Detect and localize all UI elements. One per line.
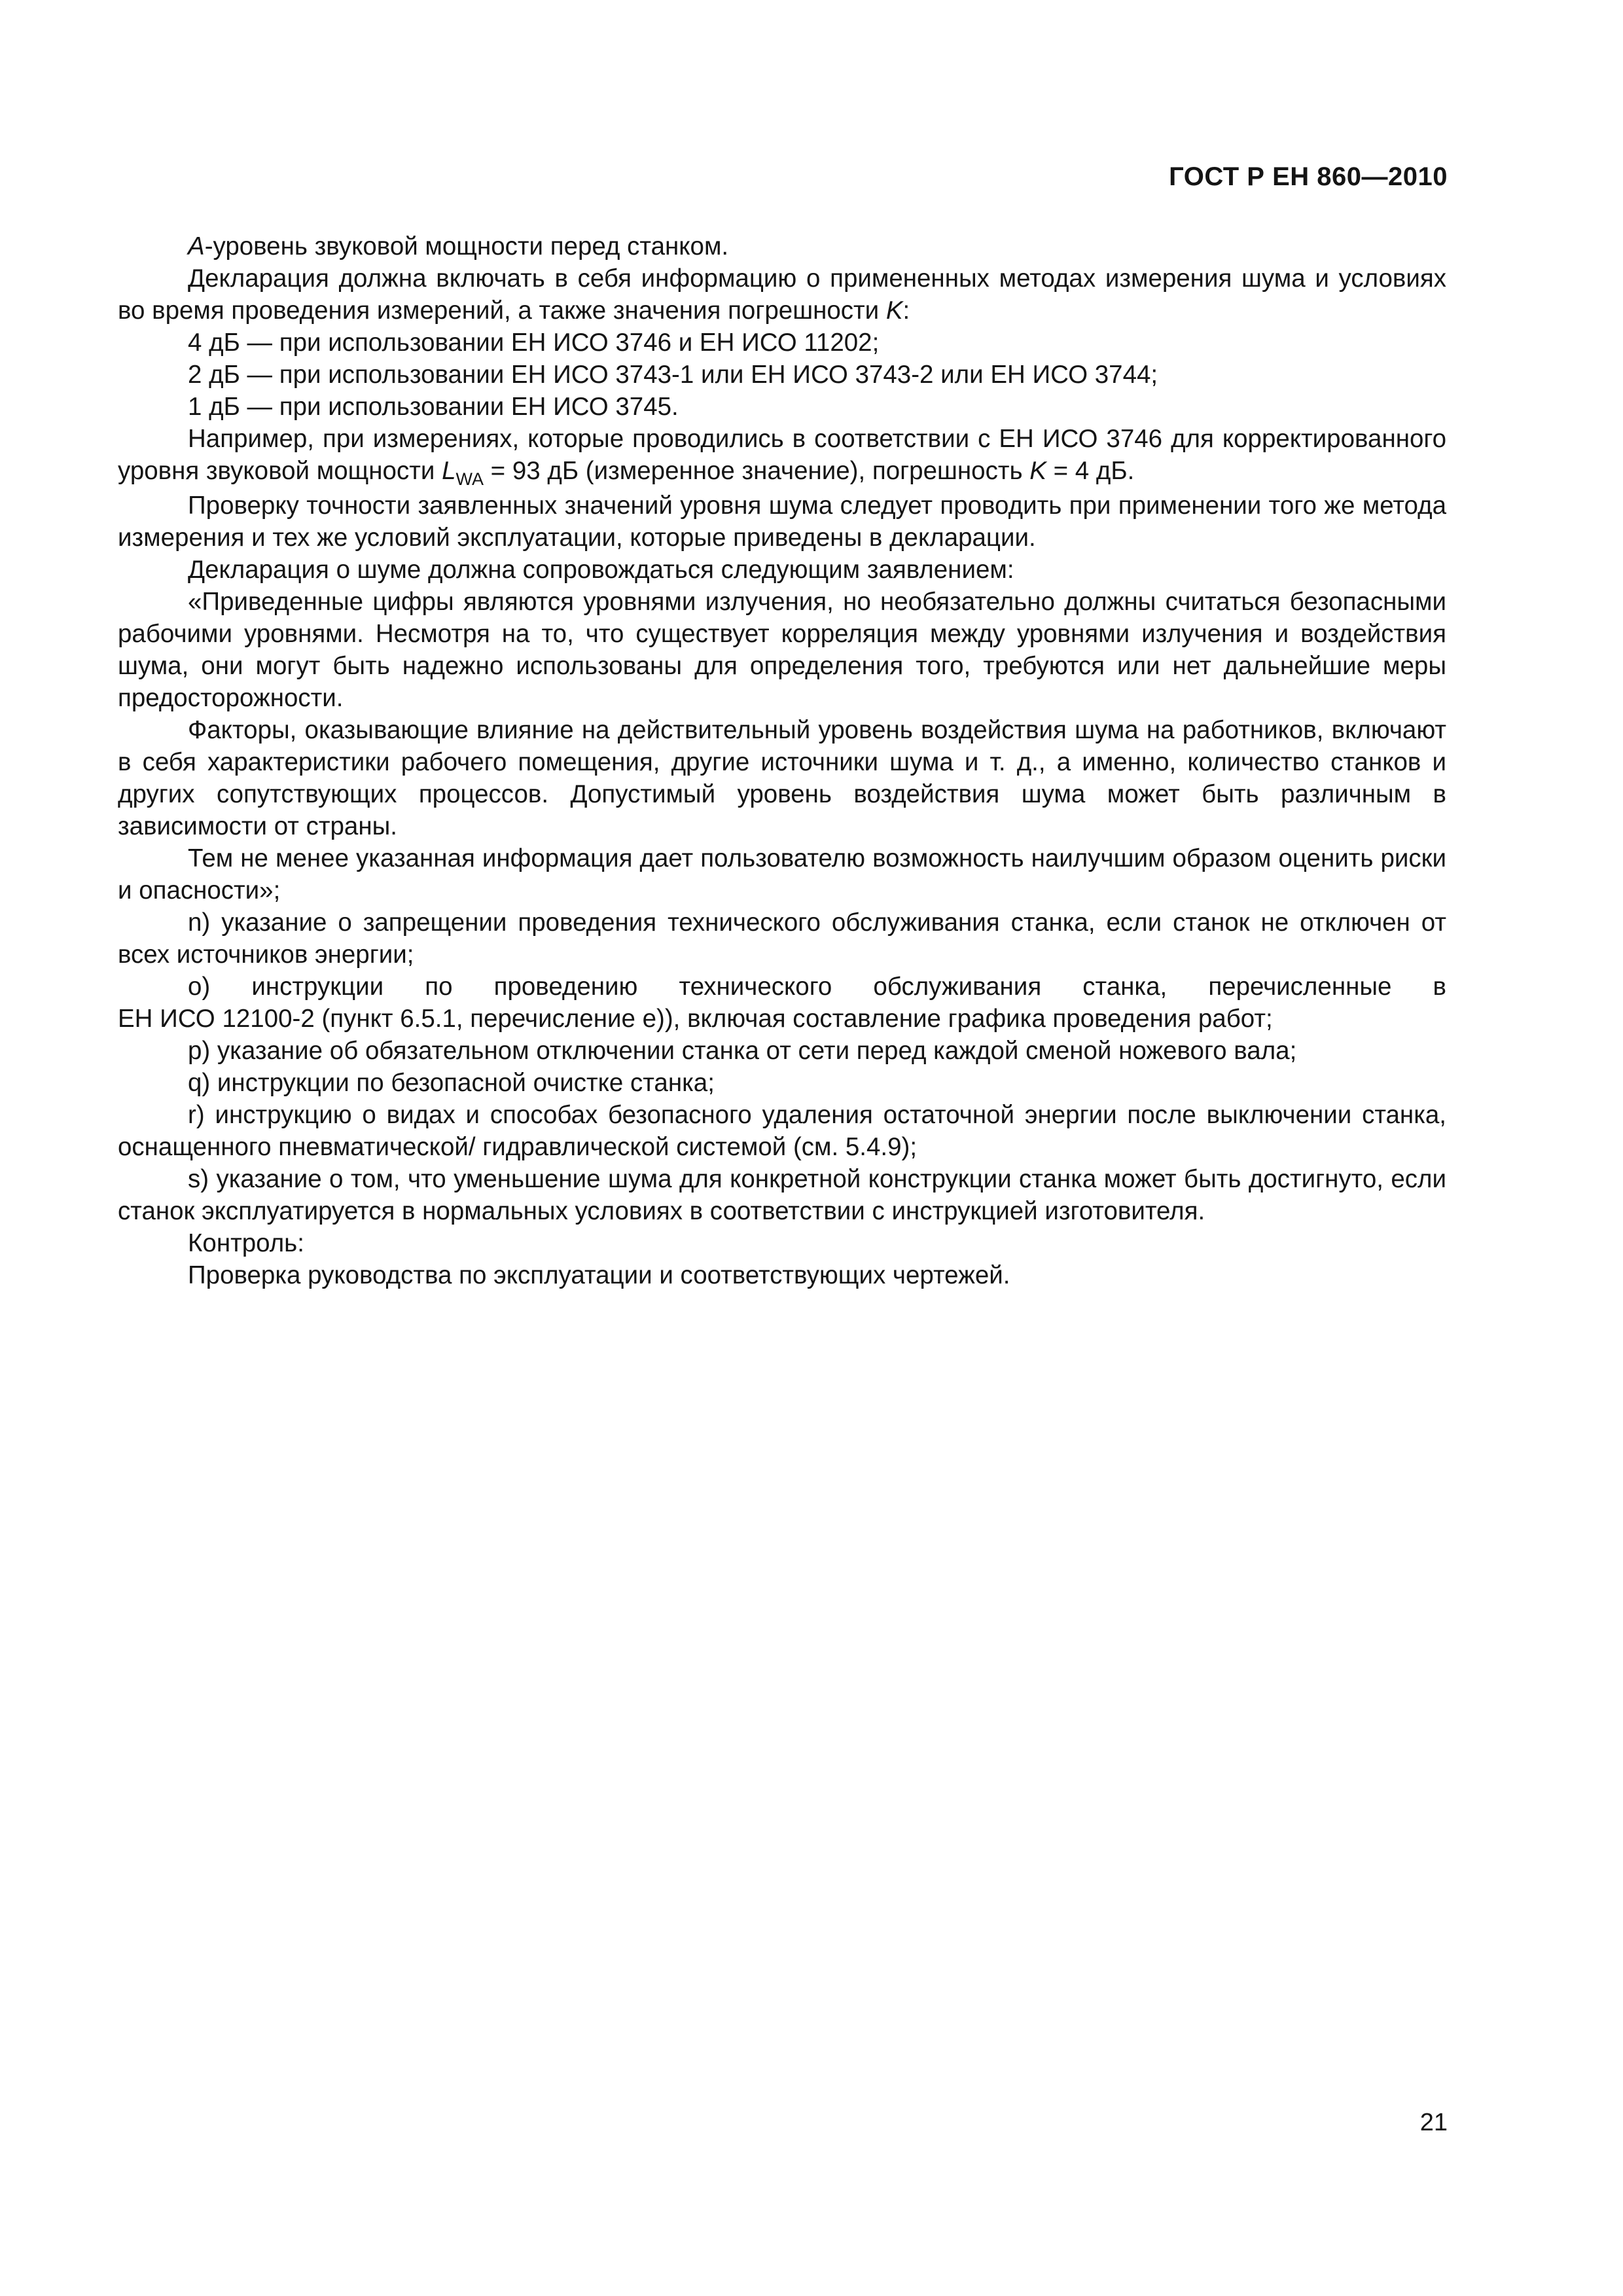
paragraph-noise-statement-intro: Декларация о шуме должна сопровождаться следующим заявлением: <box>188 556 1014 584</box>
subscript-wa: WA <box>455 469 484 489</box>
paragraph-uncertainty-2db: 2 дБ — при использовании ЕН ИСО 3743-1 или ЕН ИСО 3743-2 или ЕН ИСО 3744; <box>188 361 1158 389</box>
paragraph-quote-conclusion: Тем не менее указанная информация дает пользователю возможность наилучшим образом оценить риски и опасности»; <box>118 844 1446 905</box>
paragraph-sound-power-level <box>118 230 1446 262</box>
paragraph-control-heading: Контроль: <box>188 1229 304 1257</box>
italic-letter-a: A <box>188 232 205 260</box>
paragraph-declaration-info <box>118 262 1446 327</box>
paragraph-uncertainty-1db: 1 дБ — при использовании ЕН ИСО 3745. <box>188 393 679 421</box>
italic-letter-k: K <box>1029 457 1046 485</box>
paragraph-control-text: Проверка руководства по эксплуатации и соответствующих чертежей. <box>188 1261 1010 1289</box>
paragraph-example <box>118 423 1446 490</box>
paragraph-text: = 93 дБ (измеренное значение), погрешность <box>483 457 1030 485</box>
paragraph-quote-emission-levels: «Приведенные цифры являются уровнями излучения, но необязательно должны считаться безопасными рабочими уровнями. Несмотря на то, что существует корреляция между уровнями излучения и воздействия шума, они могут быть надежно использованы для определения того, требуются или нет дальнейшие меры предосторожности. <box>118 588 1446 712</box>
italic-letter-k: K <box>885 296 903 325</box>
list-item-p: p) указание об обязательном отключении станка от сети перед каждой сменой ножевого вала; <box>188 1037 1297 1065</box>
italic-letter-l: L <box>442 457 456 485</box>
paragraph-text: Например, при измерениях, которые проводились в соответствии с ЕН ИСО 3746 для корректированного уровня звуковой мощности <box>118 425 1446 485</box>
list-item-q: q) инструкции по безопасной очистке станка; <box>188 1069 715 1097</box>
paragraph-verification: Проверку точности заявленных значений уровня шума следует проводить при применении того же метода измерения и тех же условий эксплуатации, которые приведены в декларации. <box>118 492 1446 552</box>
list-item-r: r) инструкцию о видах и способах безопасного удаления остаточной энергии после выключении станка, оснащенного пневматической/ гидравлической системой (см. 5.4.9); <box>118 1101 1446 1161</box>
paragraph-uncertainty-4db: 4 дБ — при использовании ЕН ИСО 3746 и ЕН ИСО 11202; <box>188 329 880 357</box>
page-number: 21 <box>1419 2109 1448 2136</box>
list-item-o-line2: ЕН ИСО 12100-2 (пункт 6.5.1, перечисление e)), включая составление графика проведения работ; <box>118 1005 1273 1033</box>
list-item-n: n) указание о запрещении проведения технического обслуживания станка, если станок не отключен от всех источников энергии; <box>118 908 1446 969</box>
paragraph-text: Декларация должна включать в себя информацию о примененных методах измерения шума и условиях во время проведения измерений, а также значения погрешности <box>118 264 1446 325</box>
paragraph-quote-factors: Факторы, оказывающие влияние на действительный уровень воздействия шума на работников, включают в себя характеристики рабочего помещения, другие источники шума и т. д., а именно, количество станков и других сопутствующих процессов. Допустимый уровень воздействия шума может быть различным в зависимости от страны. <box>118 716 1446 840</box>
paragraph-text: : <box>902 296 910 325</box>
document-body <box>118 230 1446 1291</box>
list-item-o-line1: o) инструкции по проведению технического обслуживания станка, перечисленные в <box>188 973 1446 1001</box>
paragraph-text: -уровень звуковой мощности перед станком. <box>204 232 729 260</box>
list-item-s: s) указание о том, что уменьшение шума для конкретной конструкции станка может быть достигнуто, если станок эксплуатируется в нормальных условиях в соответствии с инструкцией изготовителя. <box>118 1165 1446 1225</box>
document-standard-code: ГОСТ Р ЕН 860—2010 <box>1169 162 1448 191</box>
paragraph-text: = 4 дБ. <box>1046 457 1135 485</box>
